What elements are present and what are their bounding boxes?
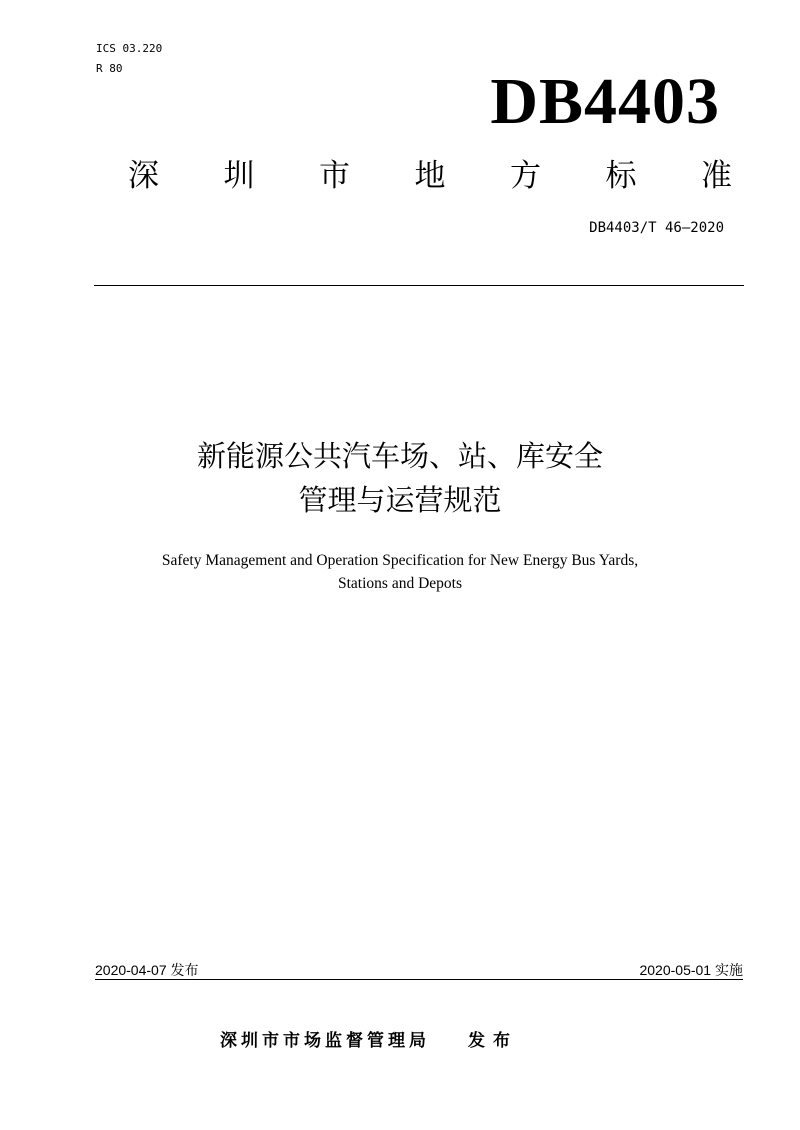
standard-type-char: 标: [605, 158, 637, 194]
standard-code: DB4403: [490, 65, 720, 138]
title-chinese-line-2: 管理与运营规范: [298, 483, 502, 517]
ccs-code: R 80: [96, 62, 123, 75]
issuer: [220, 1028, 600, 1054]
date-row: [95, 959, 743, 980]
implementation-date: 2020-05-01 实施: [639, 962, 743, 978]
issuer-name: 深圳市市场监督管理局: [220, 1031, 430, 1051]
standard-type: [128, 154, 732, 198]
standard-type-char: 地: [414, 158, 446, 194]
issue-date: 2020-04-07 发布: [95, 962, 199, 978]
title-english: [80, 549, 720, 595]
standard-type-char: 圳: [223, 158, 255, 194]
title-english-line-1: Safety Management and Operation Specification for New Energy Bus Yards,: [161, 552, 639, 569]
title-chinese-line-1: 新能源公共汽车场、站、库安全: [196, 439, 603, 473]
issuer-action: 发布: [468, 1031, 518, 1051]
standard-type-char: 方: [510, 158, 541, 194]
standard-type-char: 准: [701, 158, 732, 194]
standard-type-char: 市: [319, 158, 350, 194]
header-divider: [94, 285, 744, 286]
title-english-line-2: Stations and Depots: [338, 575, 462, 592]
ics-code: ICS 03.220: [96, 42, 163, 55]
title-chinese: [100, 434, 700, 522]
standard-type-char: 深: [128, 158, 159, 194]
standard-number: DB4403/T 46—2020: [589, 220, 724, 236]
